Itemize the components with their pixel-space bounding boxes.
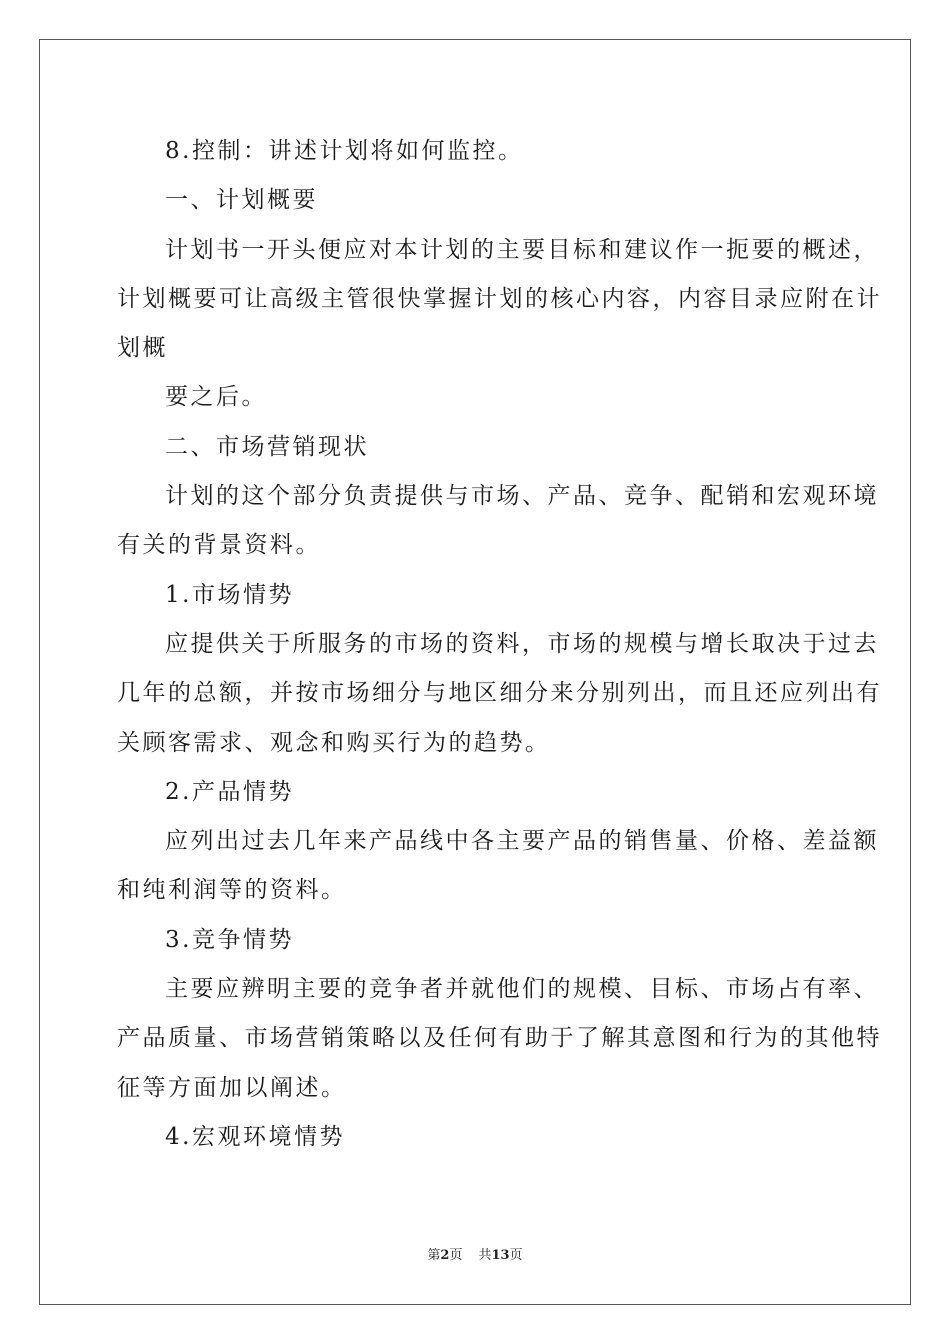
footer-total-pages: 13 bbox=[491, 1248, 510, 1263]
text-line: 产品质量、市场营销策略以及任何有助于了解其意图和行为的其他特 bbox=[117, 1025, 882, 1052]
text-line: 计划概要可让高级主管很快掌握计划的核心内容，内容目录应附在计 bbox=[117, 285, 882, 312]
text-line: 有关的背景资料。 bbox=[117, 532, 321, 559]
text-line: 计划的这个部分负责提供与市场、产品、竞争、配销和宏观环境 bbox=[165, 483, 879, 510]
text-line: 和纯利润等的资料。 bbox=[117, 877, 347, 904]
text-line: 4.宏观环境情势 bbox=[165, 1123, 345, 1150]
text-line: 应列出过去几年来产品线中各主要产品的销售量、价格、差益额 bbox=[165, 828, 879, 855]
text-line: 关顾客需求、观念和购买行为的趋势。 bbox=[117, 729, 551, 756]
page-footer bbox=[0, 1247, 950, 1265]
footer-total-suffix: 页 bbox=[509, 1248, 523, 1263]
text-line: 1.市场情势 bbox=[165, 581, 294, 608]
footer-page-prefix: 第 bbox=[427, 1248, 441, 1263]
text-line: 应提供关于所服务的市场的资料，市场的规模与增长取决于过去 bbox=[165, 630, 879, 657]
footer-page-number: 2 bbox=[440, 1248, 450, 1263]
text-line: 一、计划概要 bbox=[165, 187, 318, 214]
document-body bbox=[117, 127, 882, 1162]
text-line: 要之后。 bbox=[165, 384, 267, 411]
footer-page-suffix: 页 bbox=[449, 1248, 463, 1263]
text-line: 主要应辨明主要的竞争者并就他们的规模、目标、市场占有率、 bbox=[165, 976, 879, 1003]
text-line: 计划书一开头便应对本计划的主要目标和建议作一扼要的概述， bbox=[165, 236, 879, 263]
footer-total-prefix: 共 bbox=[478, 1248, 492, 1263]
text-line: 8.控制：讲述计划将如何监控。 bbox=[165, 138, 524, 164]
text-line: 2.产品情势 bbox=[165, 778, 294, 805]
text-line: 划概 bbox=[117, 335, 168, 362]
text-line: 3.竞争情势 bbox=[165, 926, 294, 953]
text-line: 二、市场营销现状 bbox=[165, 433, 369, 460]
text-line: 几年的总额，并按市场细分与地区细分来分别列出，而且还应列出有 bbox=[117, 680, 882, 707]
text-line: 征等方面加以阐述。 bbox=[117, 1074, 347, 1101]
